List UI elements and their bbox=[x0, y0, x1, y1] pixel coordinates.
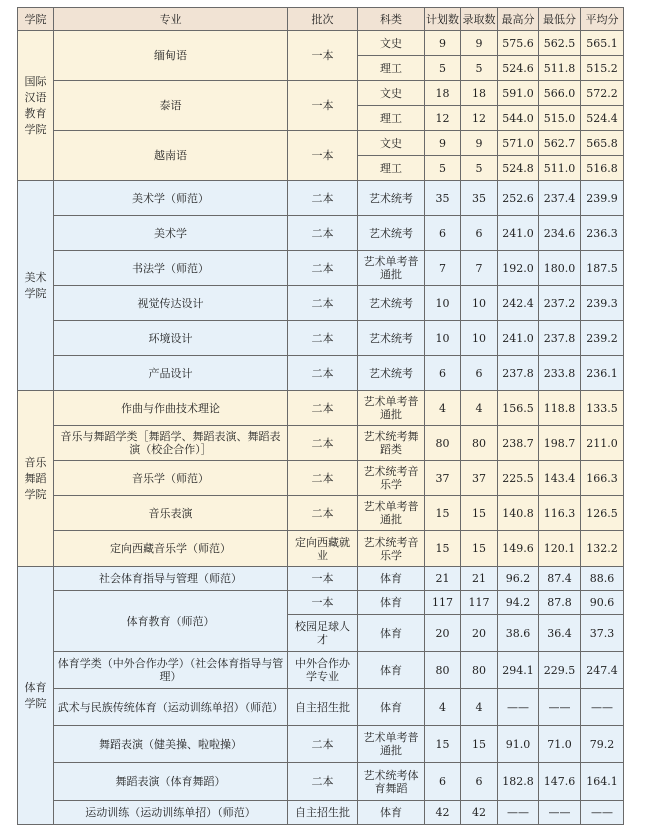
major-cell: 美术学 bbox=[54, 216, 288, 251]
min-cell: —— bbox=[539, 801, 581, 825]
major-cell: 音乐表演 bbox=[54, 496, 288, 531]
plan-cell: 6 bbox=[425, 356, 461, 391]
major-cell: 社会体育指导与管理（师范） bbox=[54, 567, 288, 591]
max-cell: 571.0 bbox=[498, 131, 539, 156]
admit-cell: 15 bbox=[461, 726, 498, 763]
category-cell: 艺术单考普通批 bbox=[358, 726, 425, 763]
avg-cell: 239.9 bbox=[581, 181, 624, 216]
avg-cell: 565.8 bbox=[581, 131, 624, 156]
max-cell: 252.6 bbox=[498, 181, 539, 216]
plan-cell: 5 bbox=[425, 156, 461, 181]
batch-cell: 二本 bbox=[288, 426, 358, 461]
major-cell: 音乐与舞蹈学类［舞蹈学、舞蹈表演、舞蹈表演（校企合作）］ bbox=[54, 426, 288, 461]
major-cell: 体育学类（中外合作办学）（社会体育指导与管理） bbox=[54, 652, 288, 689]
avg-cell: 236.1 bbox=[581, 356, 624, 391]
table-row bbox=[18, 286, 624, 321]
major-cell: 越南语 bbox=[54, 131, 288, 181]
plan-cell: 10 bbox=[425, 321, 461, 356]
header-min: 最低分 bbox=[539, 8, 581, 31]
table-row bbox=[18, 321, 624, 356]
batch-cell: 二本 bbox=[288, 356, 358, 391]
category-cell: 理工 bbox=[358, 56, 425, 81]
category-cell: 艺术统考 bbox=[358, 181, 425, 216]
batch-cell: 二本 bbox=[288, 461, 358, 496]
min-cell: 237.2 bbox=[539, 286, 581, 321]
min-cell: 71.0 bbox=[539, 726, 581, 763]
batch-cell: 二本 bbox=[288, 251, 358, 286]
min-cell: 234.6 bbox=[539, 216, 581, 251]
plan-cell: 15 bbox=[425, 726, 461, 763]
admit-cell: 18 bbox=[461, 81, 498, 106]
admission-score-table bbox=[17, 7, 624, 825]
plan-cell: 35 bbox=[425, 181, 461, 216]
category-cell: 艺术统考 bbox=[358, 216, 425, 251]
avg-cell: 247.4 bbox=[581, 652, 624, 689]
major-cell: 舞蹈表演（体育舞蹈） bbox=[54, 763, 288, 801]
min-cell: 515.0 bbox=[539, 106, 581, 131]
batch-cell: 二本 bbox=[288, 286, 358, 321]
plan-cell: 4 bbox=[425, 391, 461, 426]
min-cell: 233.8 bbox=[539, 356, 581, 391]
batch-cell: 一本 bbox=[288, 591, 358, 615]
table-row bbox=[18, 726, 624, 763]
table-row bbox=[18, 216, 624, 251]
max-cell: 91.0 bbox=[498, 726, 539, 763]
college-name: 美术学院 bbox=[18, 181, 54, 391]
table-row bbox=[18, 496, 624, 531]
max-cell: 94.2 bbox=[498, 591, 539, 615]
min-cell: 511.0 bbox=[539, 156, 581, 181]
avg-cell: 524.4 bbox=[581, 106, 624, 131]
min-cell: 511.8 bbox=[539, 56, 581, 81]
batch-cell: 校园足球人才 bbox=[288, 615, 358, 652]
admit-cell: 4 bbox=[461, 391, 498, 426]
admit-cell: 10 bbox=[461, 286, 498, 321]
header-major: 专业 bbox=[54, 8, 288, 31]
admit-cell: 15 bbox=[461, 496, 498, 531]
major-cell: 视觉传达设计 bbox=[54, 286, 288, 321]
admit-cell: 5 bbox=[461, 156, 498, 181]
category-cell: 体育 bbox=[358, 689, 425, 726]
plan-cell: 6 bbox=[425, 216, 461, 251]
plan-cell: 15 bbox=[425, 496, 461, 531]
admit-cell: 9 bbox=[461, 131, 498, 156]
plan-cell: 5 bbox=[425, 56, 461, 81]
table-row bbox=[18, 689, 624, 726]
table-row bbox=[18, 426, 624, 461]
max-cell: 524.8 bbox=[498, 156, 539, 181]
min-cell: 229.5 bbox=[539, 652, 581, 689]
avg-cell: 211.0 bbox=[581, 426, 624, 461]
max-cell: 149.6 bbox=[498, 531, 539, 567]
max-cell: —— bbox=[498, 689, 539, 726]
major-cell: 缅甸语 bbox=[54, 31, 288, 81]
avg-cell: 515.2 bbox=[581, 56, 624, 81]
major-cell: 泰语 bbox=[54, 81, 288, 131]
avg-cell: 236.3 bbox=[581, 216, 624, 251]
avg-cell: 126.5 bbox=[581, 496, 624, 531]
batch-cell: 自主招生批 bbox=[288, 801, 358, 825]
college-group bbox=[18, 181, 624, 391]
table-row bbox=[18, 801, 624, 825]
table-row bbox=[18, 567, 624, 591]
category-cell: 艺术统考音乐学 bbox=[358, 531, 425, 567]
batch-cell: 一本 bbox=[288, 81, 358, 131]
category-cell: 艺术单考普通批 bbox=[358, 251, 425, 286]
college-name: 体育学院 bbox=[18, 567, 54, 825]
category-cell: 体育 bbox=[358, 652, 425, 689]
batch-cell: 自主招生批 bbox=[288, 689, 358, 726]
min-cell: 566.0 bbox=[539, 81, 581, 106]
admit-cell: 80 bbox=[461, 426, 498, 461]
admit-cell: 10 bbox=[461, 321, 498, 356]
min-cell: 147.6 bbox=[539, 763, 581, 801]
plan-cell: 80 bbox=[425, 652, 461, 689]
major-cell: 美术学（师范） bbox=[54, 181, 288, 216]
major-cell: 运动训练（运动训练单招）（师范） bbox=[54, 801, 288, 825]
college-name: 音乐舞蹈学院 bbox=[18, 391, 54, 567]
college-group bbox=[18, 391, 624, 567]
avg-cell: 37.3 bbox=[581, 615, 624, 652]
min-cell: 562.7 bbox=[539, 131, 581, 156]
header-plan: 计划数 bbox=[425, 8, 461, 31]
table-row bbox=[18, 31, 624, 56]
major-cell: 武术与民族传统体育（运动训练单招）（师范） bbox=[54, 689, 288, 726]
major-cell: 书法学（师范） bbox=[54, 251, 288, 286]
table-row bbox=[18, 251, 624, 286]
table-row bbox=[18, 652, 624, 689]
major-cell: 定向西藏音乐学（师范） bbox=[54, 531, 288, 567]
admit-cell: 35 bbox=[461, 181, 498, 216]
table-row bbox=[18, 531, 624, 567]
min-cell: 36.4 bbox=[539, 615, 581, 652]
category-cell: 理工 bbox=[358, 156, 425, 181]
plan-cell: 6 bbox=[425, 763, 461, 801]
admit-cell: 6 bbox=[461, 763, 498, 801]
max-cell: 524.6 bbox=[498, 56, 539, 81]
header-category: 科类 bbox=[358, 8, 425, 31]
avg-cell: 239.3 bbox=[581, 286, 624, 321]
plan-cell: 18 bbox=[425, 81, 461, 106]
admit-cell: 20 bbox=[461, 615, 498, 652]
major-cell: 环境设计 bbox=[54, 321, 288, 356]
batch-cell: 一本 bbox=[288, 31, 358, 81]
major-cell: 产品设计 bbox=[54, 356, 288, 391]
min-cell: 237.8 bbox=[539, 321, 581, 356]
min-cell: 87.4 bbox=[539, 567, 581, 591]
category-cell: 体育 bbox=[358, 591, 425, 615]
college-name: 国际汉语教育学院 bbox=[18, 31, 54, 181]
college-group bbox=[18, 567, 624, 825]
major-cell: 舞蹈表演（健美操、啦啦操） bbox=[54, 726, 288, 763]
avg-cell: —— bbox=[581, 801, 624, 825]
avg-cell: 79.2 bbox=[581, 726, 624, 763]
category-cell: 艺术统考音乐学 bbox=[358, 461, 425, 496]
avg-cell: 187.5 bbox=[581, 251, 624, 286]
category-cell: 艺术单考普通批 bbox=[358, 391, 425, 426]
avg-cell: 88.6 bbox=[581, 567, 624, 591]
min-cell: —— bbox=[539, 689, 581, 726]
min-cell: 237.4 bbox=[539, 181, 581, 216]
table-row bbox=[18, 391, 624, 426]
batch-cell: 二本 bbox=[288, 726, 358, 763]
avg-cell: 239.2 bbox=[581, 321, 624, 356]
admit-cell: 42 bbox=[461, 801, 498, 825]
plan-cell: 80 bbox=[425, 426, 461, 461]
plan-cell: 21 bbox=[425, 567, 461, 591]
min-cell: 180.0 bbox=[539, 251, 581, 286]
avg-cell: 516.8 bbox=[581, 156, 624, 181]
avg-cell: 132.2 bbox=[581, 531, 624, 567]
min-cell: 116.3 bbox=[539, 496, 581, 531]
category-cell: 文史 bbox=[358, 81, 425, 106]
max-cell: 238.7 bbox=[498, 426, 539, 461]
max-cell: 242.4 bbox=[498, 286, 539, 321]
avg-cell: 166.3 bbox=[581, 461, 624, 496]
plan-cell: 12 bbox=[425, 106, 461, 131]
max-cell: 241.0 bbox=[498, 216, 539, 251]
plan-cell: 9 bbox=[425, 131, 461, 156]
admit-cell: 4 bbox=[461, 689, 498, 726]
category-cell: 艺术统考舞蹈类 bbox=[358, 426, 425, 461]
max-cell: 544.0 bbox=[498, 106, 539, 131]
batch-cell: 二本 bbox=[288, 321, 358, 356]
max-cell: 140.8 bbox=[498, 496, 539, 531]
avg-cell: 164.1 bbox=[581, 763, 624, 801]
category-cell: 文史 bbox=[358, 31, 425, 56]
header-row bbox=[18, 8, 624, 31]
batch-cell: 中外合作办学专业 bbox=[288, 652, 358, 689]
plan-cell: 117 bbox=[425, 591, 461, 615]
plan-cell: 10 bbox=[425, 286, 461, 321]
table-row bbox=[18, 81, 624, 106]
table-row bbox=[18, 181, 624, 216]
plan-cell: 20 bbox=[425, 615, 461, 652]
max-cell: 591.0 bbox=[498, 81, 539, 106]
batch-cell: 二本 bbox=[288, 496, 358, 531]
plan-cell: 7 bbox=[425, 251, 461, 286]
header-avg: 平均分 bbox=[581, 8, 624, 31]
category-cell: 艺术统考 bbox=[358, 356, 425, 391]
table-row bbox=[18, 763, 624, 801]
college-group bbox=[18, 31, 624, 181]
plan-cell: 15 bbox=[425, 531, 461, 567]
category-cell: 体育 bbox=[358, 615, 425, 652]
batch-cell: 二本 bbox=[288, 181, 358, 216]
header-max: 最高分 bbox=[498, 8, 539, 31]
min-cell: 143.4 bbox=[539, 461, 581, 496]
table-row bbox=[18, 461, 624, 496]
max-cell: 192.0 bbox=[498, 251, 539, 286]
avg-cell: 90.6 bbox=[581, 591, 624, 615]
table-row bbox=[18, 591, 624, 615]
header-college: 学院 bbox=[18, 8, 54, 31]
max-cell: 96.2 bbox=[498, 567, 539, 591]
header-batch: 批次 bbox=[288, 8, 358, 31]
admit-cell: 12 bbox=[461, 106, 498, 131]
batch-cell: 一本 bbox=[288, 131, 358, 181]
header-admit: 录取数 bbox=[461, 8, 498, 31]
admit-cell: 6 bbox=[461, 216, 498, 251]
category-cell: 艺术单考普通批 bbox=[358, 496, 425, 531]
admit-cell: 80 bbox=[461, 652, 498, 689]
category-cell: 文史 bbox=[358, 131, 425, 156]
admit-cell: 6 bbox=[461, 356, 498, 391]
max-cell: 38.6 bbox=[498, 615, 539, 652]
max-cell: 241.0 bbox=[498, 321, 539, 356]
min-cell: 118.8 bbox=[539, 391, 581, 426]
category-cell: 理工 bbox=[358, 106, 425, 131]
category-cell: 体育 bbox=[358, 567, 425, 591]
major-cell: 音乐学（师范） bbox=[54, 461, 288, 496]
plan-cell: 42 bbox=[425, 801, 461, 825]
table-row bbox=[18, 356, 624, 391]
category-cell: 艺术统考 bbox=[358, 321, 425, 356]
plan-cell: 9 bbox=[425, 31, 461, 56]
avg-cell: —— bbox=[581, 689, 624, 726]
category-cell: 艺术统考 bbox=[358, 286, 425, 321]
batch-cell: 一本 bbox=[288, 567, 358, 591]
plan-cell: 37 bbox=[425, 461, 461, 496]
min-cell: 120.1 bbox=[539, 531, 581, 567]
max-cell: 294.1 bbox=[498, 652, 539, 689]
avg-cell: 565.1 bbox=[581, 31, 624, 56]
max-cell: 237.8 bbox=[498, 356, 539, 391]
category-cell: 艺术统考体育舞蹈 bbox=[358, 763, 425, 801]
min-cell: 198.7 bbox=[539, 426, 581, 461]
table-row bbox=[18, 131, 624, 156]
major-cell: 体育教育（师范） bbox=[54, 591, 288, 652]
admit-cell: 15 bbox=[461, 531, 498, 567]
major-cell: 作曲与作曲技术理论 bbox=[54, 391, 288, 426]
max-cell: 156.5 bbox=[498, 391, 539, 426]
admit-cell: 5 bbox=[461, 56, 498, 81]
avg-cell: 572.2 bbox=[581, 81, 624, 106]
max-cell: 182.8 bbox=[498, 763, 539, 801]
min-cell: 562.5 bbox=[539, 31, 581, 56]
avg-cell: 133.5 bbox=[581, 391, 624, 426]
admit-cell: 117 bbox=[461, 591, 498, 615]
batch-cell: 二本 bbox=[288, 216, 358, 251]
min-cell: 87.8 bbox=[539, 591, 581, 615]
batch-cell: 二本 bbox=[288, 391, 358, 426]
admit-cell: 21 bbox=[461, 567, 498, 591]
batch-cell: 二本 bbox=[288, 763, 358, 801]
max-cell: 225.5 bbox=[498, 461, 539, 496]
admit-cell: 37 bbox=[461, 461, 498, 496]
max-cell: —— bbox=[498, 801, 539, 825]
admit-cell: 7 bbox=[461, 251, 498, 286]
category-cell: 体育 bbox=[358, 801, 425, 825]
batch-cell: 定向西藏就业 bbox=[288, 531, 358, 567]
admit-cell: 9 bbox=[461, 31, 498, 56]
max-cell: 575.6 bbox=[498, 31, 539, 56]
plan-cell: 4 bbox=[425, 689, 461, 726]
